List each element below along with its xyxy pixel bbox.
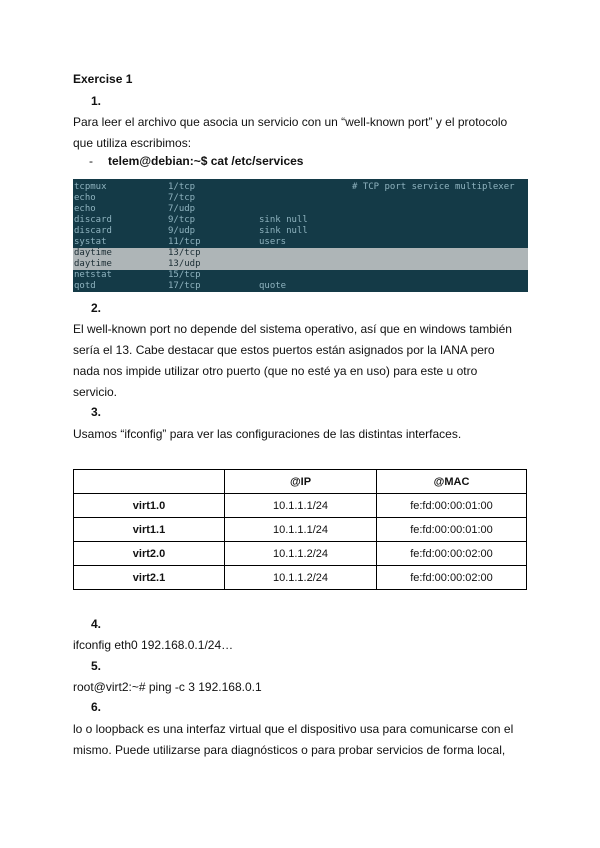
mac-cell: fe:fd:00:00:02:00: [377, 542, 527, 566]
ip-cell: 10.1.1.1/24: [225, 518, 377, 542]
terminal-cell: sink null: [259, 215, 308, 225]
ip-cell: 10.1.1.2/24: [225, 542, 377, 566]
mac-cell: fe:fd:00:00:01:00: [377, 494, 527, 518]
paragraph-6-line-2: mismo. Puede utilizarse para diagnósticos o para probar servicios de forma local,: [73, 743, 506, 757]
terminal-row: [73, 204, 528, 215]
command-text: telem@debian:~$ cat /etc/services: [108, 154, 304, 168]
terminal-cell: daytime: [74, 259, 112, 269]
paragraph-2-line-3: nada nos impide utilizar otro puerto (que no esté ya en uso) para este u otro: [73, 364, 478, 378]
table-header-cell: @IP: [225, 470, 377, 494]
terminal-row: [73, 281, 528, 292]
interface-name: virt2.0: [74, 542, 225, 566]
interface-name: virt1.1: [74, 518, 225, 542]
terminal-cell: # TCP port service multiplexer: [352, 182, 515, 192]
terminal-cell: 17/tcp: [168, 281, 201, 291]
terminal-cell: discard: [74, 226, 112, 236]
terminal-cell: 7/udp: [168, 204, 196, 214]
table-header-row: [74, 470, 527, 494]
terminal-cell: 11/tcp: [168, 237, 201, 247]
bullet-dash: -: [89, 154, 93, 168]
section-number-5: 5.: [91, 659, 102, 673]
terminal-row: [73, 193, 528, 204]
terminal-cell: quote: [259, 281, 287, 291]
terminal-cell: 15/tcp: [168, 270, 201, 280]
terminal-cell: 13/udp: [168, 259, 201, 269]
terminal-cell: netstat: [74, 270, 112, 280]
terminal-cell: 9/udp: [168, 226, 196, 236]
table-header-cell: @MAC: [377, 470, 527, 494]
paragraph-1: [73, 112, 527, 154]
ifconfig-command: ifconfig eth0 192.168.0.1/24…: [73, 638, 234, 652]
paragraph-6: [73, 719, 527, 761]
terminal-row: [73, 226, 528, 237]
terminal-screenshot: [73, 179, 528, 292]
ping-command: root@virt2:~# ping -c 3 192.168.0.1: [73, 680, 262, 694]
interface-name: virt2.1: [74, 566, 225, 590]
terminal-cell: 13/tcp: [168, 248, 201, 258]
table-row: [74, 542, 527, 566]
terminal-cell: 9/tcp: [168, 215, 196, 225]
terminal-row: [73, 270, 528, 281]
ip-cell: 10.1.1.2/24: [225, 566, 377, 590]
terminal-cell: tcpmux: [74, 182, 107, 192]
terminal-cell: qotd: [74, 281, 96, 291]
terminal-row: [73, 237, 528, 248]
terminal-row-highlighted: [73, 248, 528, 259]
terminal-row: [73, 182, 528, 193]
paragraph-2-line-1: El well-known port no depende del sistema operativo, así que en windows también: [73, 322, 512, 336]
terminal-cell: users: [259, 237, 287, 247]
table-header-cell: [74, 470, 225, 494]
terminal-cell: sink null: [259, 226, 308, 236]
exercise-title: Exercise 1: [73, 72, 133, 86]
terminal-row-highlighted: [73, 259, 528, 270]
section-number-4: 4.: [91, 617, 102, 631]
table-row: [74, 494, 527, 518]
section-number-6: 6.: [91, 700, 102, 714]
table-row: [74, 518, 527, 542]
interfaces-table: [73, 469, 527, 590]
terminal-row: [73, 215, 528, 226]
section-number-1: 1.: [91, 94, 102, 108]
section-number-2: 2.: [91, 301, 102, 315]
terminal-cell: 7/tcp: [168, 193, 196, 203]
paragraph-2-line-2: sería el 13. Cabe destacar que estos puertos están asignados por la IANA pero: [73, 343, 495, 357]
paragraph-3-line-1: Usamos “ifconfig” para ver las configuraciones de las distintas interfaces.: [73, 427, 462, 441]
paragraph-2-line-4: servicio.: [73, 385, 118, 399]
terminal-cell: discard: [74, 215, 112, 225]
interface-name: virt1.0: [74, 494, 225, 518]
terminal-cell: 1/tcp: [168, 182, 196, 192]
paragraph-3: [73, 424, 527, 445]
paragraph-1-line-1: Para leer el archivo que asocia un servicio con un “well-known port” y el protocolo: [73, 115, 508, 129]
paragraph-6-line-1: lo o loopback es una interfaz virtual que el dispositivo usa para comunicarse con el: [73, 722, 514, 736]
mac-cell: fe:fd:00:00:02:00: [377, 566, 527, 590]
terminal-cell: echo: [74, 193, 96, 203]
table-row: [74, 566, 527, 590]
terminal-cell: systat: [74, 237, 107, 247]
mac-cell: fe:fd:00:00:01:00: [377, 518, 527, 542]
terminal-cell: daytime: [74, 248, 112, 258]
paragraph-1-line-2: que utiliza escribimos:: [73, 136, 192, 150]
terminal-cell: echo: [74, 204, 96, 214]
paragraph-2: [73, 319, 527, 403]
ip-cell: 10.1.1.1/24: [225, 494, 377, 518]
section-number-3: 3.: [91, 405, 102, 419]
command-line: [89, 154, 303, 168]
